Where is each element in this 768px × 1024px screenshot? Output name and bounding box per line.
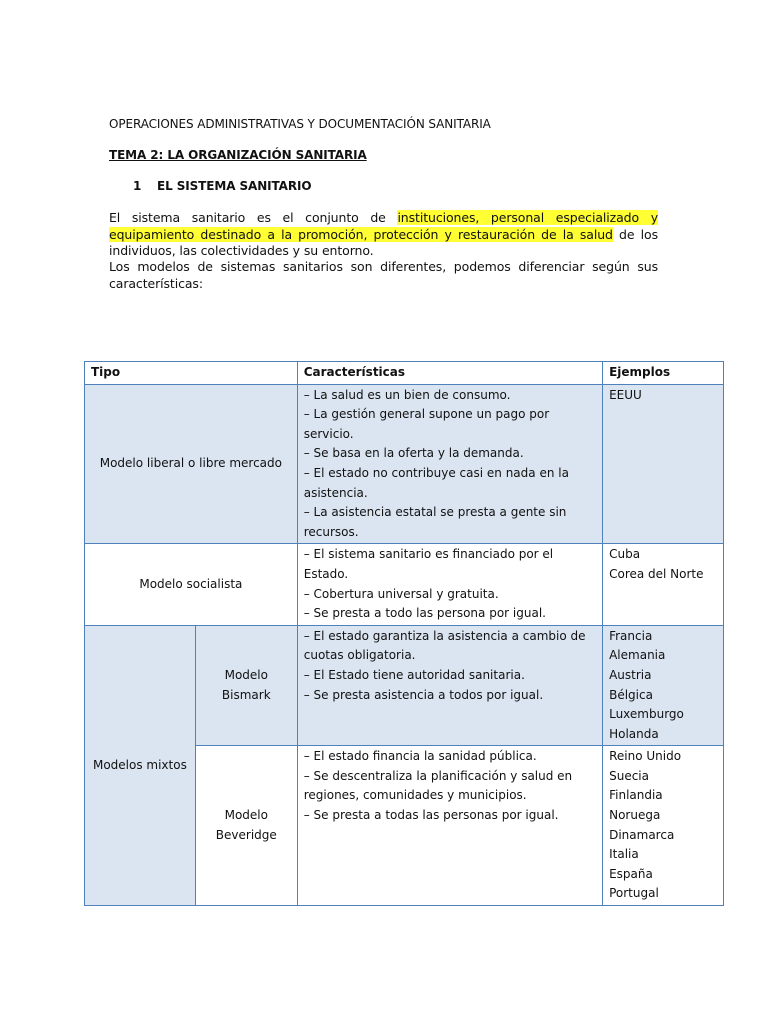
paragraph-models-intro: Los modelos de sistemas sanitarios son diferentes, podemos diferenciar según sus características: <box>109 259 658 291</box>
examples-socialista <box>609 545 717 584</box>
ejemplos-bismark <box>603 625 724 746</box>
list-item: – El estado garantiza la asistencia a cambio de cuotas obligatoria. <box>303 628 586 663</box>
caracteristicas-beveridge <box>297 746 602 906</box>
list-item: – La gestión general supone un pago por servicio. <box>303 407 550 441</box>
table-header-row <box>85 362 724 385</box>
list-item: – Se presta a todo las persona por igual. <box>303 606 546 621</box>
list-item: Suecia <box>609 768 649 783</box>
list-item: Alemania <box>609 648 666 663</box>
health-models-table <box>84 361 724 906</box>
list-item: Luxemburgo <box>609 707 684 722</box>
table-row-bismark <box>85 625 724 746</box>
table-row-liberal <box>85 384 724 544</box>
list-item: Corea del Norte <box>609 566 704 581</box>
ejemplos-beveridge <box>603 746 724 906</box>
section-heading <box>133 179 311 193</box>
header-caracteristicas: Características <box>297 362 602 385</box>
caracteristicas-socialista <box>297 544 602 625</box>
list-item: – Cobertura universal y gratuita. <box>303 586 499 601</box>
list-item: Reino Unido <box>609 749 682 764</box>
tipo-mixtos: Modelos mixtos <box>85 625 196 905</box>
ejemplos-socialista <box>603 544 724 625</box>
paragraph-definition <box>109 210 658 260</box>
list-item: – El Estado tiene autoridad sanitaria. <box>303 667 525 682</box>
tipo-socialista: Modelo socialista <box>85 544 298 625</box>
tema-heading: TEMA 2: LA ORGANIZACIÓN SANITARIA <box>109 148 367 162</box>
header-ejemplos: Ejemplos <box>603 362 724 385</box>
list-item: – El estado no contribuye casi en nada en la asistencia. <box>303 465 569 500</box>
list-item: Holanda <box>609 726 659 741</box>
list-item: Portugal <box>609 886 659 901</box>
tipo-liberal: Modelo liberal o libre mercado <box>85 384 298 544</box>
list-item: – Se basa en la oferta y la demanda. <box>303 446 524 461</box>
ejemplos-liberal <box>603 384 724 544</box>
list-liberal <box>304 386 596 543</box>
header-tipo: Tipo <box>85 362 298 385</box>
caracteristicas-bismark <box>297 625 602 746</box>
list-item: – Se presta asistencia a todos por igual. <box>303 687 544 702</box>
list-item: Italia <box>609 847 639 862</box>
list-socialista <box>304 545 596 623</box>
list-item: Noruega <box>609 808 661 823</box>
para1-after: de los individuos, las colectividades y su entorno. <box>109 226 658 258</box>
section-title: EL SISTEMA SANITARIO <box>157 179 312 193</box>
modelo-bismark: Modelo Bismark <box>195 625 297 746</box>
list-item: – La asistencia estatal se presta a gente sin recursos. <box>303 505 567 539</box>
list-beveridge <box>304 747 596 825</box>
caracteristicas-liberal <box>297 384 602 544</box>
para1-before: El sistema sanitario es el conjunto de <box>109 210 398 225</box>
list-item: – El sistema sanitario es financiado por el Estado. <box>303 547 554 581</box>
list-item: Dinamarca <box>609 827 675 842</box>
highlighted-text: instituciones, personal especializado y equipamiento destinado a la promoción, protección y restauración de la salud <box>109 210 658 242</box>
list-item: – Se descentraliza la planificación y salud en regiones, comunidades y municipios. <box>303 768 573 803</box>
list-item: EEUU <box>609 387 642 402</box>
examples-liberal <box>609 386 717 406</box>
list-item: – El estado financia la sanidad pública. <box>303 749 537 764</box>
list-item: España <box>609 866 653 881</box>
examples-beveridge <box>609 747 717 904</box>
list-item: Cuba <box>609 547 641 562</box>
list-item: Finlandia <box>609 788 663 803</box>
modelo-beveridge: Modelo Beveridge <box>195 746 297 906</box>
list-bismark <box>304 627 596 705</box>
list-item: – Se presta a todas las personas por igual. <box>303 808 559 823</box>
table-row-socialista <box>85 544 724 625</box>
document-title: OPERACIONES ADMINISTRATIVAS Y DOCUMENTACIÓN SANITARIA <box>109 117 491 131</box>
list-item: Bélgica <box>609 687 653 702</box>
section-number: 1 <box>133 179 142 193</box>
examples-bismark <box>609 627 717 745</box>
list-item: Austria <box>609 667 652 682</box>
list-item: – La salud es un bien de consumo. <box>303 387 511 402</box>
list-item: Francia <box>609 628 653 643</box>
